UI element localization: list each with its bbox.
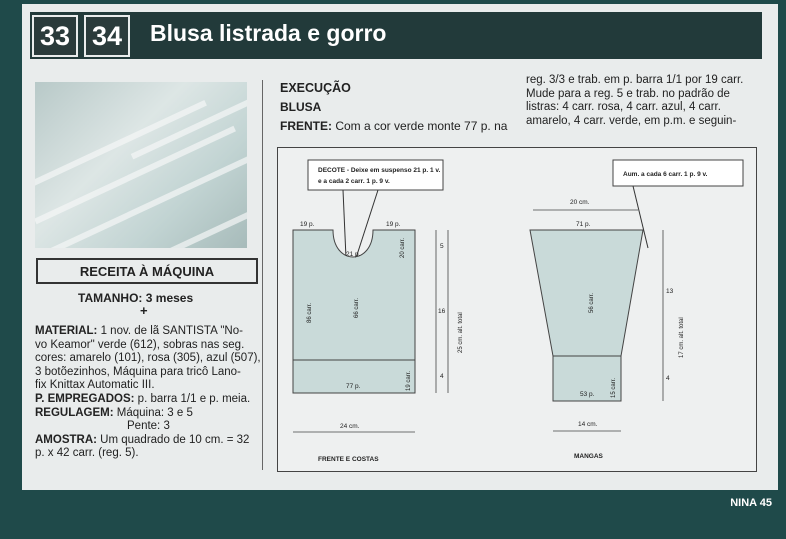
front-caption: FRENTE E COSTAS xyxy=(318,456,379,463)
comb-value: Pente: 3 xyxy=(127,420,170,433)
material-line: 3 botõezinhos, Máquina para tricô Lano- xyxy=(35,365,241,378)
front-instruction xyxy=(280,119,507,133)
sleeve-caption: MANGAS xyxy=(574,453,603,460)
p21: 21 p. xyxy=(346,251,361,258)
carr66: 66 carr. xyxy=(354,297,360,318)
continuation-line: reg. 3/3 e trab. em p. barra 1/1 por 19 carr. xyxy=(526,74,744,86)
tension-value: Máquina: 3 e 5 xyxy=(113,406,193,419)
dim13: 13 xyxy=(666,288,674,295)
material-label: MATERIAL: xyxy=(35,325,98,337)
dim5: 5 xyxy=(440,243,444,250)
front-text: Com a cor verde monte 77 p. na xyxy=(332,119,508,133)
p19-right: 19 p. xyxy=(386,221,401,228)
machine-recipe-heading: RECEITA À MÁQUINA xyxy=(36,258,258,284)
carr86: 86 carr. xyxy=(307,302,313,323)
total-height-sleeve: 17 cm. alt. total xyxy=(679,317,685,358)
schematic-svg xyxy=(278,148,756,471)
tension-label: REGULAGEM: xyxy=(35,406,114,419)
material-block xyxy=(35,325,267,461)
dim4-sleeve: 4 xyxy=(666,375,670,382)
gauge-value-2: p. x 42 carr. (reg. 5). xyxy=(35,447,139,460)
decote-text-1: DECOTE - Deixe em suspenso 21 p. 1 v. xyxy=(318,167,441,174)
material-line: cores: amarelo (101), rosa (305), azul (507), xyxy=(35,352,261,365)
size-label: TAMANHO: 3 meses xyxy=(78,291,194,305)
p71: 71 p. xyxy=(576,221,591,228)
gauge-label: AMOSTRA: xyxy=(35,433,97,446)
pattern-number-33: 33 xyxy=(32,15,78,57)
execution-heading: EXECUÇÃO xyxy=(280,81,351,95)
page-title: Blusa listrada e gorro xyxy=(150,20,387,46)
carr19: 19 carr. xyxy=(406,370,412,391)
continuation-line: Mude para a reg. 5 e trab. no padrão de xyxy=(526,87,730,100)
increase-text: Aum. a cada 6 carr. 1 p. 9 v. xyxy=(623,171,708,178)
gauge-value: Um quadrado de 10 cm. = 32 xyxy=(96,433,250,446)
p19-left: 19 p. xyxy=(300,221,315,228)
stitches-value: p. barra 1/1 e p. meia. xyxy=(134,392,251,405)
continuation-line: amarelo, 4 carr. verde, em p.m. e seguin- xyxy=(526,114,737,127)
schematic-diagram xyxy=(277,147,757,472)
blouse-heading: BLUSA xyxy=(280,100,322,114)
sleeve-bottom-width: 14 cm. xyxy=(578,421,598,428)
p53: 53 p. xyxy=(580,391,595,398)
plus-sign: + xyxy=(140,303,148,318)
p77: 77 p. xyxy=(346,383,361,390)
sleeve-top-width: 20 cm. xyxy=(570,199,590,206)
continuation-line: listras: 4 carr. rosa, 4 carr. azul, 4 carr. xyxy=(526,101,721,114)
decote-text-2: e a cada 2 carr. 1 p. 9 v. xyxy=(318,178,390,185)
column-divider xyxy=(262,80,263,470)
material-line: 1 nov. de lã SANTISTA "No- xyxy=(97,325,243,337)
continuation-text xyxy=(526,74,761,128)
page-footer: NINA 45 xyxy=(730,497,772,509)
carr15: 15 carr. xyxy=(611,377,617,398)
material-line: vo Keamor" verde (612), sobras nas seg. xyxy=(35,338,245,351)
total-height-front: 25 cm. alt. total xyxy=(458,312,464,353)
stitches-label: P. EMPREGADOS: xyxy=(35,392,135,405)
decote-callout xyxy=(308,160,443,190)
product-photo xyxy=(35,82,247,248)
header-bar xyxy=(30,12,762,59)
carr20: 20 carr. xyxy=(400,237,406,258)
dim4: 4 xyxy=(440,373,444,380)
carr56: 56 carr. xyxy=(589,292,595,313)
front-width: 24 cm. xyxy=(340,423,360,430)
dim16: 16 xyxy=(438,308,446,315)
material-line: fix Knittax Automatic III. xyxy=(35,379,155,392)
front-label: FRENTE: xyxy=(280,119,332,133)
pattern-number-34: 34 xyxy=(84,15,130,57)
callout-arrow xyxy=(343,190,346,258)
sleeve-panel xyxy=(530,230,643,356)
